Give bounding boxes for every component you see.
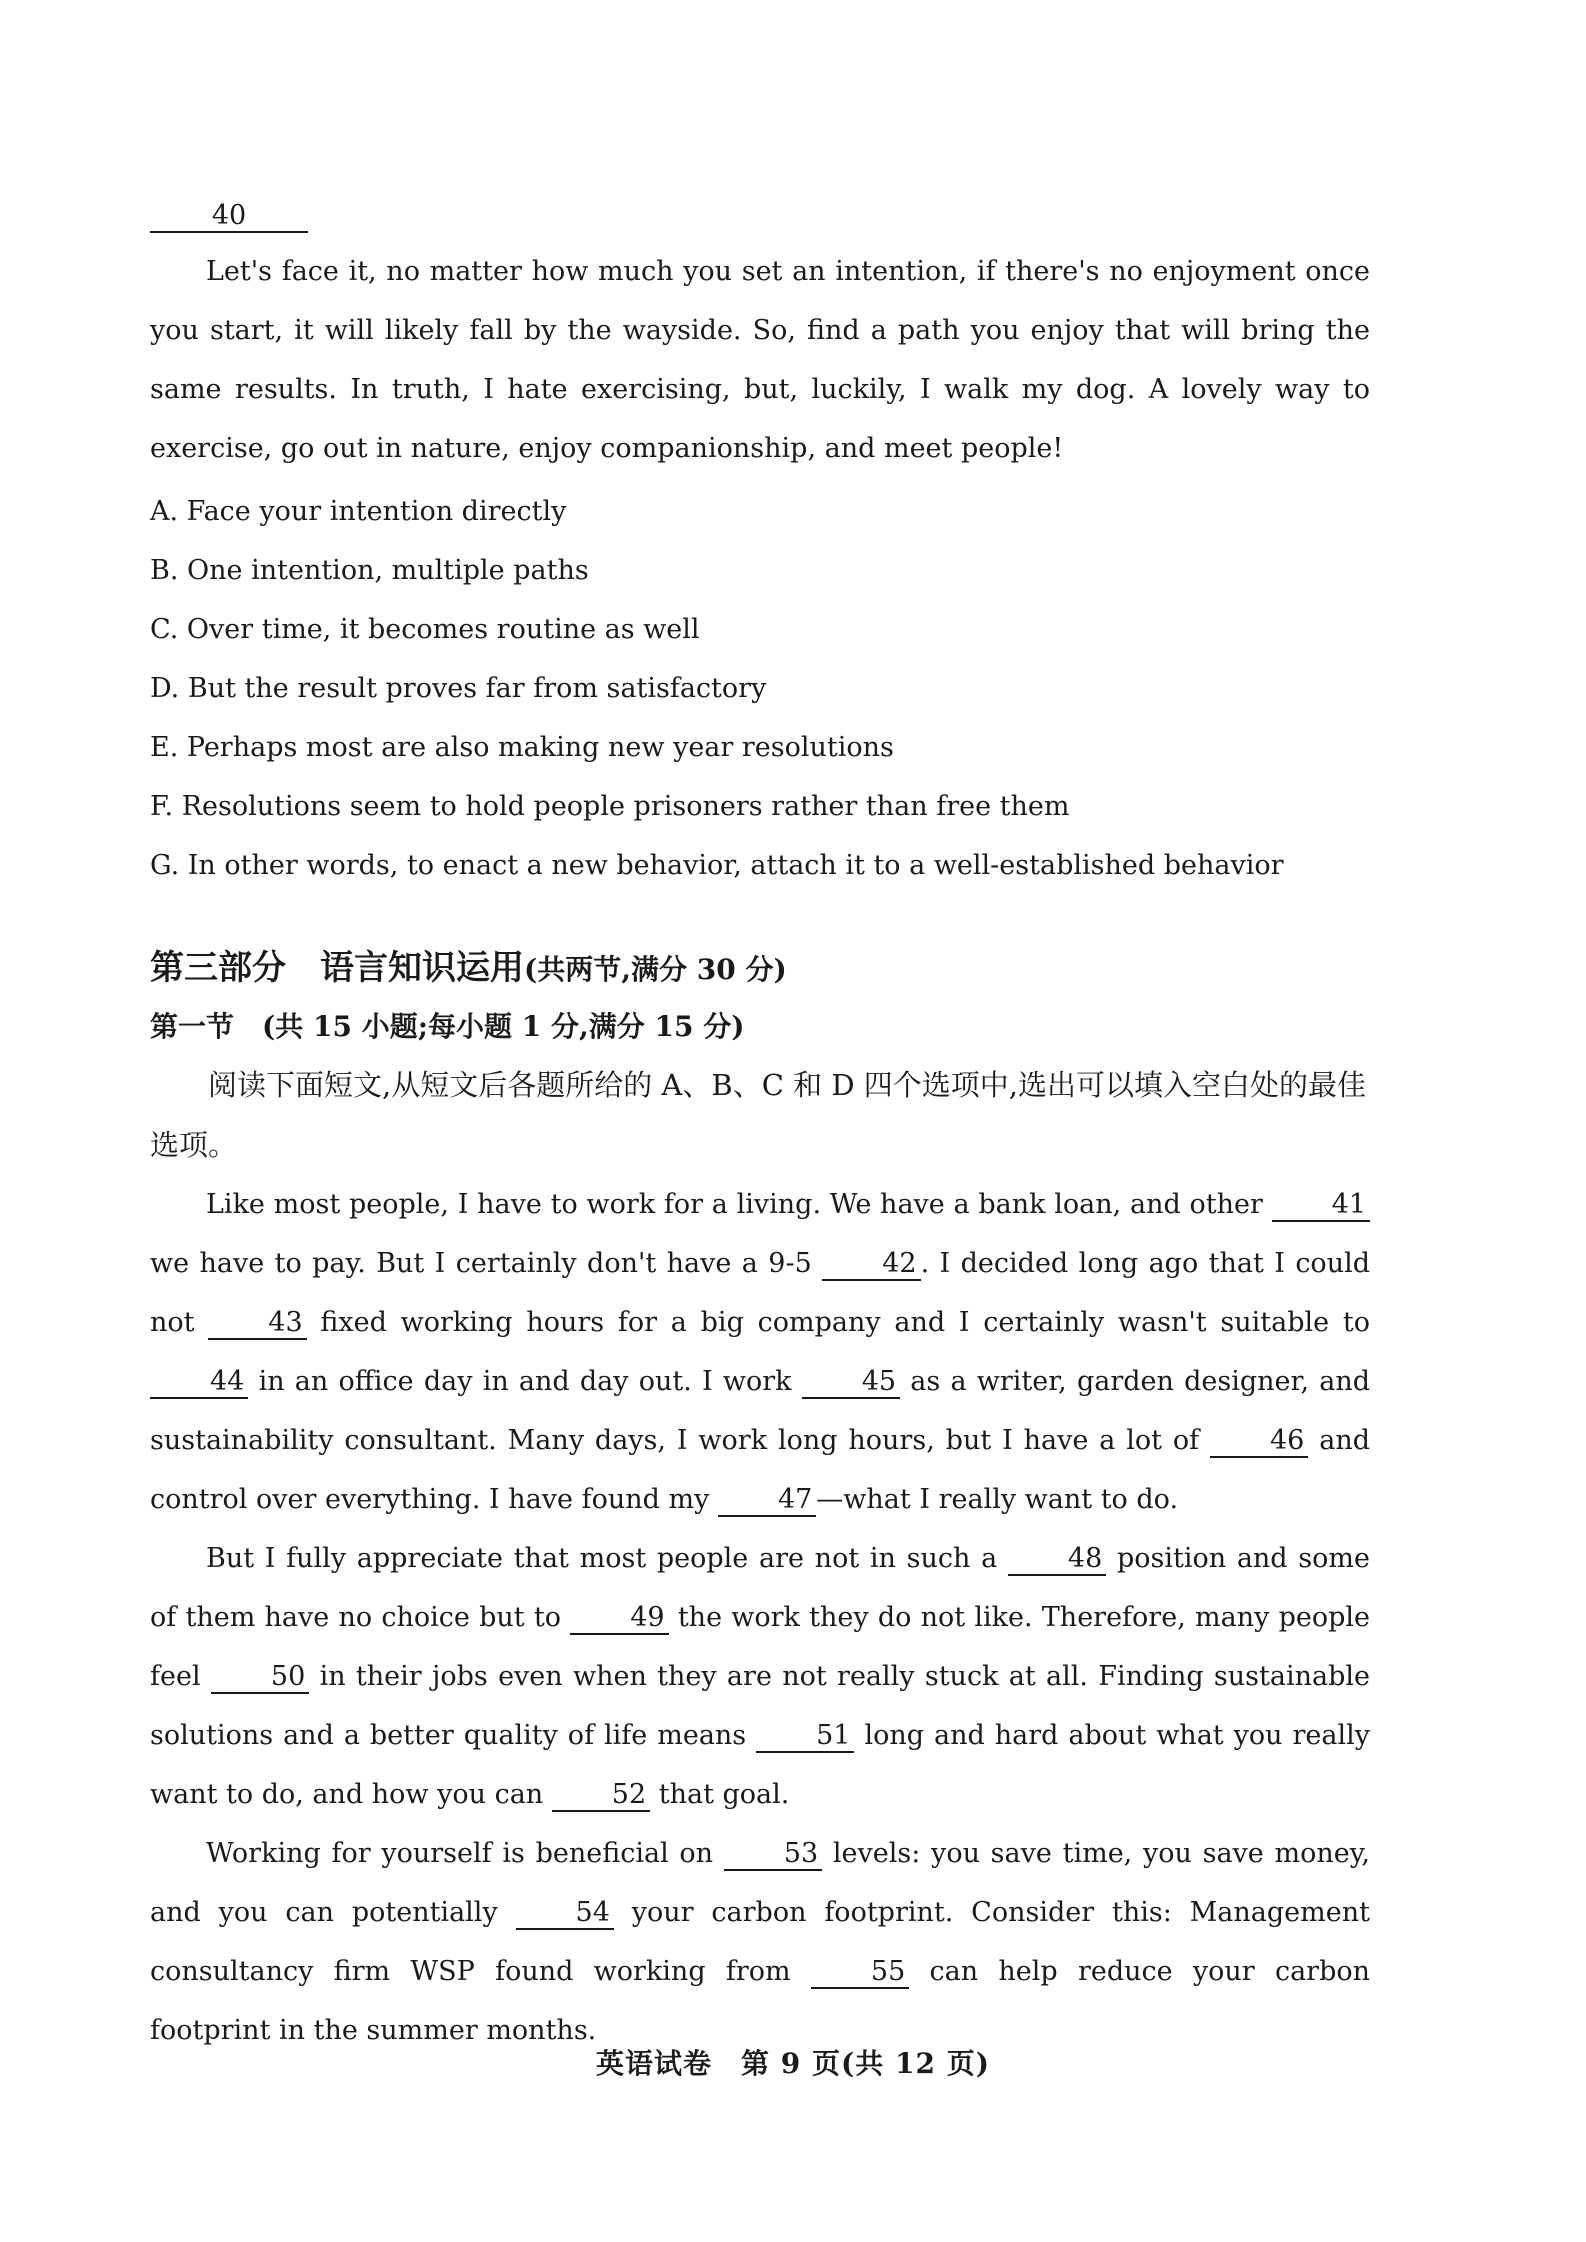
section1-title: 第一节 (共 15 小题;每小题 1 分,满分 15 分)	[150, 1010, 745, 1043]
section1-instructions: 阅读下面短文,从短文后各题所给的 A、B、C 和 D 四个选项中,选出可以填入空白处的最佳选项。	[150, 1068, 1367, 1162]
question-40-heading	[150, 200, 1370, 238]
option-d: D. But the result proves far from satisfactory	[150, 673, 767, 704]
passage-text: and control over everything. I have found my	[150, 1425, 1370, 1515]
passage-text: —what I really want to do.	[816, 1484, 1179, 1515]
question-40-number: 40	[150, 201, 308, 233]
blank-44: 44	[150, 1367, 248, 1399]
passage-text: that goal.	[650, 1779, 790, 1810]
option-e: E. Perhaps most are also making new year resolutions	[150, 732, 894, 763]
part3-heading	[150, 937, 1370, 999]
blank-52: 52	[552, 1780, 650, 1812]
passage-text: position and some of them have no choice but to	[150, 1543, 1370, 1633]
blank-41: 41	[1272, 1190, 1370, 1222]
blank-53: 53	[724, 1839, 822, 1871]
blank-49: 49	[570, 1603, 668, 1635]
seven-choice-options	[150, 482, 1370, 895]
part3-subtitle: (共两节,满分 30 分)	[524, 953, 787, 986]
option-g: G. In other words, to enact a new behavior, attach it to a well-established behavior	[150, 850, 1284, 881]
passage-text: your carbon footprint. Consider this: Management consultancy firm WSP found working from	[150, 1897, 1370, 1987]
page-footer: 英语试卷 第 9 页(共 12 页)	[596, 2047, 990, 2080]
passage-text: can help reduce your carbon footprint in the summer months.	[150, 1956, 1371, 2046]
passage-text: long and hard about what you really want to do, and how you can	[150, 1720, 1370, 1810]
passage-text: as a writer, garden designer, and sustainability consultant. Many days, I work long hours, but I have a lot of	[150, 1366, 1371, 1456]
passage-text: levels: you save time, you save money, and you can potentially	[150, 1838, 1370, 1928]
option-a: A. Face your intention directly	[150, 496, 567, 527]
passage-text: in an office day in and day out. I work	[248, 1366, 802, 1397]
passage-paragraph-1	[150, 1175, 1370, 1529]
blank-54: 54	[516, 1898, 614, 1930]
page-content	[150, 200, 1370, 2060]
blank-46: 46	[1210, 1426, 1308, 1458]
passage-text: . I decided long ago that I could not	[150, 1248, 1370, 1338]
blank-45: 45	[802, 1367, 900, 1399]
passage-text: we have to pay. But I certainly don't have a 9-5	[150, 1248, 823, 1279]
blank-55: 55	[811, 1957, 909, 1989]
option-c: C. Over time, it becomes routine as well	[150, 614, 700, 645]
blank-43: 43	[208, 1308, 306, 1340]
passage-text: the work they do not like. Therefore, many people feel	[150, 1602, 1371, 1692]
passage-text: fixed working hours for a big company and I certainly wasn't suitable to	[306, 1307, 1370, 1338]
blank-51: 51	[756, 1721, 854, 1753]
part3-title: 第三部分 语言知识运用	[150, 948, 524, 988]
passage-text: in their jobs even when they are not really stuck at all. Finding sustainable solutions and a better quality of life means	[150, 1661, 1370, 1751]
option-b: B. One intention, multiple paths	[150, 555, 589, 586]
passage-text: Like most people, I have to work for a living. We have a bank loan, and other	[206, 1189, 1272, 1220]
blank-42: 42	[822, 1249, 920, 1281]
passage-paragraph-2	[150, 1529, 1370, 1824]
option-f: F. Resolutions seem to hold people prisoners rather than free them	[150, 791, 1070, 822]
blank-47: 47	[718, 1485, 816, 1517]
cloze-passage	[150, 1175, 1370, 2060]
blank-48: 48	[1008, 1544, 1106, 1576]
passage-text: Working for yourself is beneficial on	[206, 1838, 724, 1869]
question-40-paragraph: Let's face it, no matter how much you set an intention, if there's no enjoyment once you start, it will likely fall by the wayside. So, find a path you enjoy that will bring the same results. In truth, I hate exercising, but, luckily, I walk my dog. A lovely way to exercise, go out in nature, enjoy companionship, and meet people!	[150, 256, 1370, 464]
blank-50: 50	[211, 1662, 309, 1694]
passage-text: But I fully appreciate that most people are not in such a	[206, 1543, 1008, 1574]
passage-paragraph-3	[150, 1824, 1370, 2060]
